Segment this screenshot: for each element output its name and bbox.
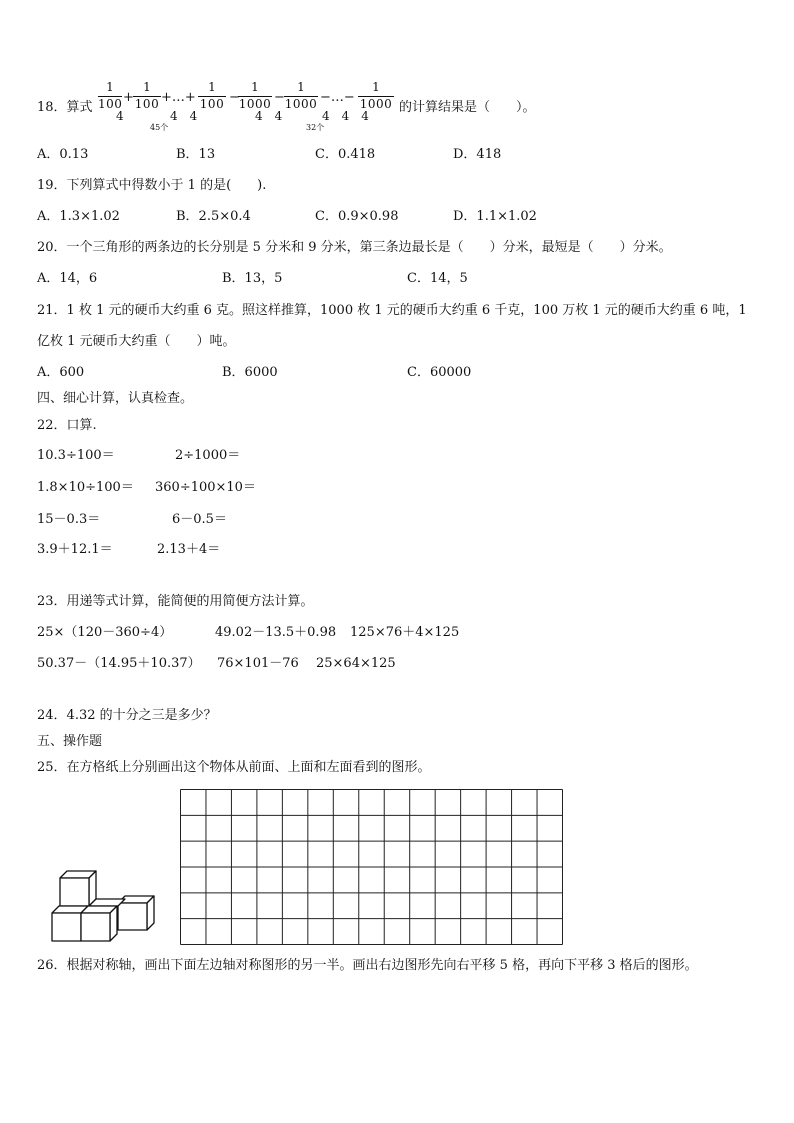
q22-stem: 22．口算. — [37, 418, 97, 433]
q23-item: 125×76＋4×125 — [350, 625, 460, 640]
q18-op-5: −…− — [320, 90, 355, 105]
section-4-heading: 四、细心计算，认真检查。 — [37, 391, 194, 406]
q18-fraction-5: 1 1000 — [284, 80, 318, 111]
q26-stem: 26．根据对称轴，画出下面左边轴对称图形的另一半。画出右边图形先向右平移 5 格，再向下平移 3 格后的图形。 — [37, 958, 698, 973]
cube-front-face — [118, 903, 147, 930]
q18-fraction-3: 1 100 — [199, 80, 225, 111]
cube-figure — [48, 868, 158, 943]
q20-option-a: A．14，6 — [37, 271, 98, 286]
cube-side-face — [110, 906, 117, 941]
section-5-heading: 五、操作题 — [37, 734, 103, 749]
q18-count-32: 32个 — [306, 123, 325, 132]
q18-option-b: B．13 — [176, 147, 216, 162]
q21-option-c: C．60000 — [407, 365, 472, 380]
q23-item: 25×64×125 — [316, 656, 396, 671]
cube-front-face — [52, 913, 81, 941]
q20-option-c: C．14，5 — [407, 271, 468, 286]
q19-option-b: B．2.5×0.4 — [176, 209, 251, 224]
q22-item: 2.13＋4＝ — [157, 542, 221, 557]
cube-side-face — [147, 896, 154, 930]
q18-fraction-1: 1 100 — [98, 80, 123, 111]
q23-item: 49.02－13.5＋0.98 — [215, 625, 337, 640]
q19-stem: 19．下列算式中得数小于 1 的是( ). — [37, 178, 267, 193]
q20-stem: 20．一个三角形的两条边的长分别是 5 分米和 9 分米，第三条边最长是（ ）分米，最短是（ ）分米。 — [37, 240, 672, 255]
q22-item: 15－0.3＝ — [37, 512, 101, 527]
grid-paper[interactable] — [180, 789, 564, 946]
q23-item: 76×101－76 — [217, 656, 299, 671]
q18-den-overlay-4: 4 4 4 — [322, 109, 369, 123]
q18-den-overlay-3: 4 4 — [255, 109, 283, 123]
q18-den-overlay-1: 4 — [116, 109, 124, 123]
q22-item: 3.9＋12.1＝ — [37, 542, 113, 557]
cube-top-face — [89, 899, 125, 906]
q22-item: 1.8×10÷100＝ — [37, 480, 134, 495]
q25-stem: 25．在方格纸上分别画出这个物体从前面、上面和左面看到的图形。 — [37, 760, 431, 775]
q20-option-b: B．13，5 — [222, 271, 283, 286]
q18-prefix: 18．算式 — [37, 100, 93, 115]
cube-front-face — [60, 878, 89, 906]
cube-front-face — [81, 913, 110, 941]
q18-option-d: D．418 — [453, 147, 502, 162]
q18-option-a: A．0.13 — [37, 147, 89, 162]
q18-op-4: − — [274, 90, 285, 105]
q24-stem: 24．4.32 的十分之三是多少？ — [37, 708, 217, 723]
q19-option-a: A．1.3×1.02 — [37, 209, 120, 224]
q21-stem-line2: 亿枚 1 元硬币大约重（ ）吨。 — [37, 334, 236, 349]
q18-count-45: 45个 — [150, 123, 169, 132]
q18-fraction-4: 1 1000 — [238, 80, 272, 111]
q22-item: 6－0.5＝ — [172, 512, 227, 527]
q22-item: 360÷100×10＝ — [155, 480, 256, 495]
q22-item: 2÷1000＝ — [175, 448, 241, 463]
q23-item: 25×（120－360÷4） — [37, 625, 173, 640]
q18-op-1: + — [123, 90, 134, 105]
q18-suffix: 的计算结果是（ ）。 — [399, 100, 536, 115]
q18-op-2: +…+ — [161, 90, 196, 105]
q18-den-overlay-2: 4 4 — [170, 109, 198, 123]
q23-stem: 23．用递等式计算，能简便的用简便方法计算。 — [37, 594, 314, 609]
q18-op-3: − — [229, 90, 240, 105]
q19-option-d: D．1.1×1.02 — [453, 209, 537, 224]
q23-item: 50.37－（14.95＋10.37） — [37, 656, 201, 671]
q21-stem-line1: 21．1 枚 1 元的硬币大约重 6 克。照这样推算，1000 枚 1 元的硬币大约重 6 千克，100 万枚 1 元的硬币大约重 6 吨，1 — [37, 303, 747, 318]
q19-option-c: C．0.9×0.98 — [315, 209, 399, 224]
q22-item: 10.3÷100＝ — [37, 448, 115, 463]
q21-option-a: A．600 — [37, 365, 85, 380]
q21-option-b: B．6000 — [222, 365, 278, 380]
q18-fraction-2: 1 100 — [134, 80, 160, 111]
q18-fraction-6: 1 1000 — [359, 80, 393, 111]
q18-option-c: C．0.418 — [315, 147, 376, 162]
